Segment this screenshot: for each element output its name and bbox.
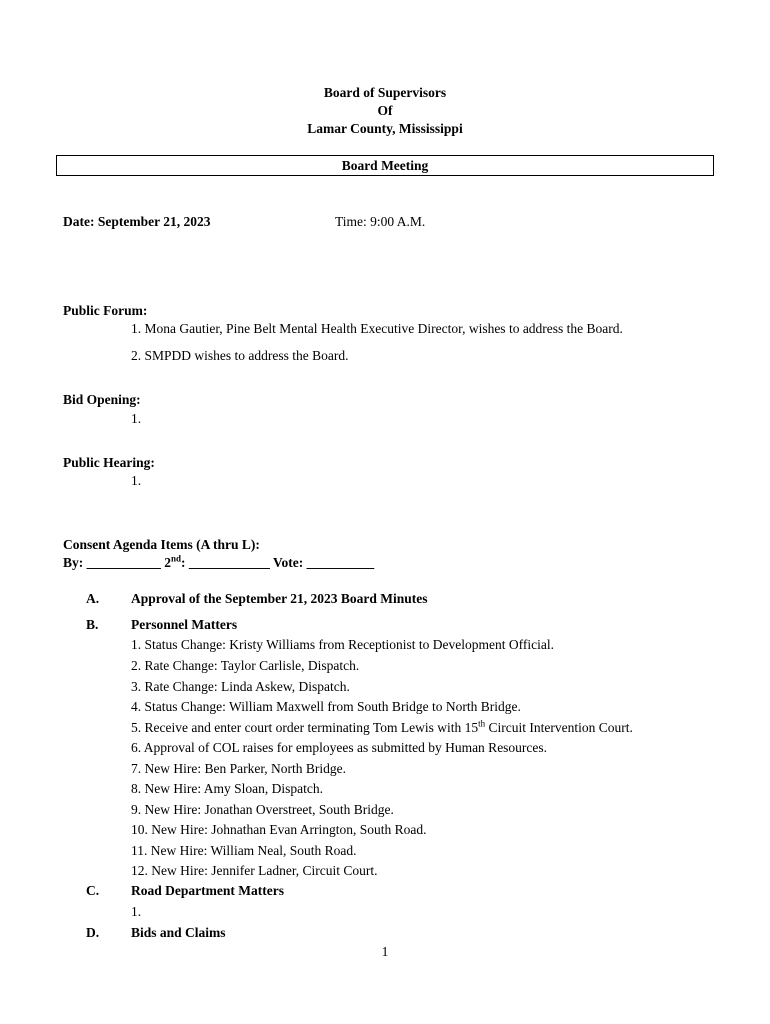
section-b-title: Personnel Matters — [131, 617, 238, 632]
section-d-title: Bids and Claims — [131, 925, 226, 940]
personnel-item: 10. New Hire: Johnathan Evan Arrington, South Road. — [131, 822, 427, 837]
personnel-item-5-text: 5. Receive and enter court order terminating Tom Lewis with 15 — [131, 720, 479, 735]
bid-opening-heading: Bid Opening: — [63, 392, 141, 407]
section-c-title: Road Department Matters — [131, 883, 284, 898]
road-item: 1. — [131, 904, 142, 919]
public-hearing-heading: Public Hearing: — [63, 455, 155, 470]
section-c-letter: C. — [86, 883, 100, 898]
meeting-time: Time: 9:00 A.M. — [335, 214, 426, 229]
personnel-item: 3. Rate Change: Linda Askew, Dispatch. — [131, 679, 350, 694]
personnel-item: 4. Status Change: William Maxwell from South Bridge to North Bridge. — [131, 699, 521, 714]
header-county: Lamar County, Mississippi — [307, 121, 463, 136]
section-a-title: Approval of the September 21, 2023 Board Minutes — [131, 591, 428, 606]
personnel-item: 6. Approval of COL raises for employees as submitted by Human Resources. — [131, 740, 548, 755]
consent-agenda-heading: Consent Agenda Items (A thru L): — [63, 537, 260, 552]
header-title: Board of Supervisors — [323, 85, 447, 100]
consent-by-label: By: ___________ 2 — [63, 555, 171, 570]
personnel-item: 8. New Hire: Amy Sloan, Dispatch. — [131, 781, 323, 796]
header-of: Of — [377, 103, 393, 118]
consent-by-sup: nd — [171, 553, 182, 564]
personnel-item: 1. Status Change: Kristy Williams from Receptionist to Development Official. — [131, 637, 555, 652]
personnel-item-5-sup: th — [478, 718, 486, 729]
bid-opening-item: 1. — [131, 411, 142, 426]
public-forum-item: 2. SMPDD wishes to address the Board. — [131, 348, 349, 363]
section-b-letter: B. — [86, 617, 99, 632]
personnel-item: 11. New Hire: William Neal, South Road. — [131, 843, 357, 858]
section-d-letter: D. — [86, 925, 100, 940]
personnel-item: 7. New Hire: Ben Parker, North Bridge. — [131, 761, 347, 776]
section-a-letter: A. — [86, 591, 100, 606]
personnel-item: 12. New Hire: Jennifer Ladner, Circuit Court. — [131, 863, 378, 878]
public-hearing-item: 1. — [131, 473, 142, 488]
personnel-item: 2. Rate Change: Taylor Carlisle, Dispatch. — [131, 658, 360, 673]
meeting-type-box: Board Meeting — [56, 155, 714, 176]
consent-vote-line — [63, 555, 374, 571]
personnel-item: 9. New Hire: Jonathan Overstreet, South Bridge. — [131, 802, 394, 817]
consent-by-rest: : ____________ Vote: __________ — [181, 555, 375, 570]
page-number: 1 — [381, 944, 389, 959]
personnel-item-5-rest: Circuit Intervention Court. — [485, 720, 633, 735]
personnel-item — [131, 720, 633, 736]
meeting-date: Date: September 21, 2023 — [63, 214, 211, 229]
public-forum-heading: Public Forum: — [63, 303, 148, 318]
public-forum-item: 1. Mona Gautier, Pine Belt Mental Health Executive Director, wishes to address the Board. — [131, 321, 623, 336]
